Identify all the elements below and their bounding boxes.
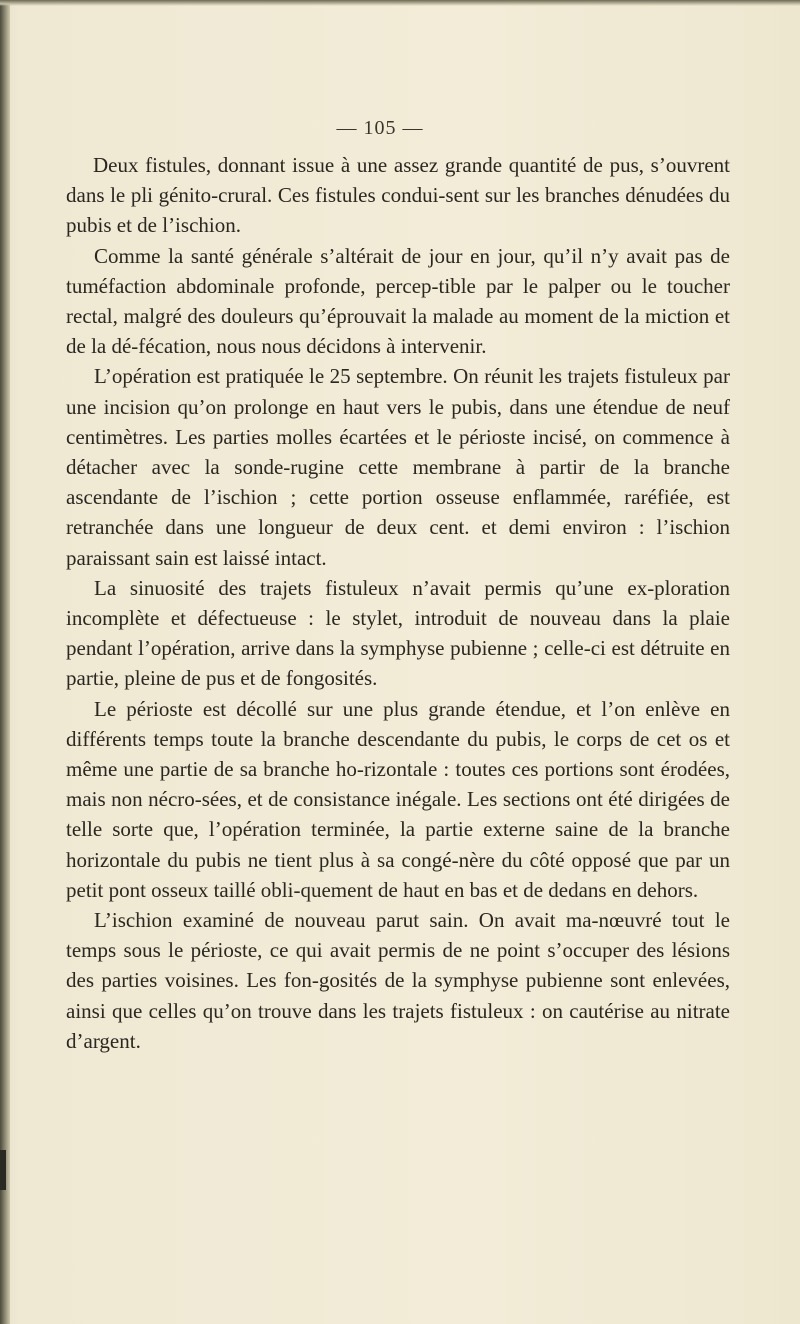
paragraph-ischion: L’ischion examiné de nouveau parut sain. On avait ma-nœuvré tout le temps sous le périoste, ce qui avait permis de ne point s’occuper des lésions des parties voisines. Les fon-gosités de la symphyse pubienne sont enlevées, ainsi que celles qu’on trouve dans les trajets fistuleux : on cautérise au nitrate d’argent. [66,908,730,1053]
body-text [66,150,730,1056]
page-top-edge [0,0,800,6]
paragraph-perioste: Le périoste est décollé sur une plus grande étendue, et l’on enlève en différents temps toute la branche descendante du pubis, le corps de cet os et même une partie de sa branche ho-rizontale : toutes ces portions sont érodées, mais non nécro-sées, et de consistance inégale. Les sections ont été dirigées de telle sorte que, l’opération terminée, la partie externe saine de la branche horizontale du pubis ne tient plus à sa congé-nère du côté opposé que par un petit pont osseux taillé obli-quement de haut en bas et de dedans en dehors. [66,696,730,902]
paragraph-sinuosite: La sinuosité des trajets fistuleux n’avait permis qu’une ex-ploration incomplète et défectueuse : le stylet, introduit de nouveau dans la plaie pendant l’opération, arrive dans la symphyse pubienne ; celle-ci est détruite en partie, pleine de pus et de fongosités. [66,575,730,691]
page-number: — 105 — [336,117,424,139]
page-binding-edge [0,0,10,1324]
paragraph-fistules: Deux fistules, donnant issue à une assez grande quantité de pus, s’ouvrent dans le pli génito-crural. Ces fistules condui-sent sur les branches dénudées du pubis et de l’ischion. [66,153,730,238]
paragraph-sante: Comme la santé générale s’altérait de jour en jour, qu’il n’y avait pas de tuméfaction abdominale profonde, percep-tible par le palper ou le toucher rectal, malgré des douleurs qu’éprouvait la malade au moment de la miction et de la dé-fécation, nous nous décidons à intervenir. [66,243,730,359]
binding-mark [0,1150,6,1190]
paragraph-operation: L’opération est pratiquée le 25 septembre. On réunit les trajets fistuleux par une incision qu’on prolonge en haut vers le pubis, dans une étendue de neuf centimètres. Les parties molles écartées et le périoste incisé, on commence à détacher avec la sonde-rugine cette membrane à partir de la branche ascendante de l’ischion ; cette portion osseuse enflammée, raréfiée, est retranchée dans une longueur de deux cent. et demi environ : l’ischion paraissant sain est laissé intact. [66,364,730,570]
